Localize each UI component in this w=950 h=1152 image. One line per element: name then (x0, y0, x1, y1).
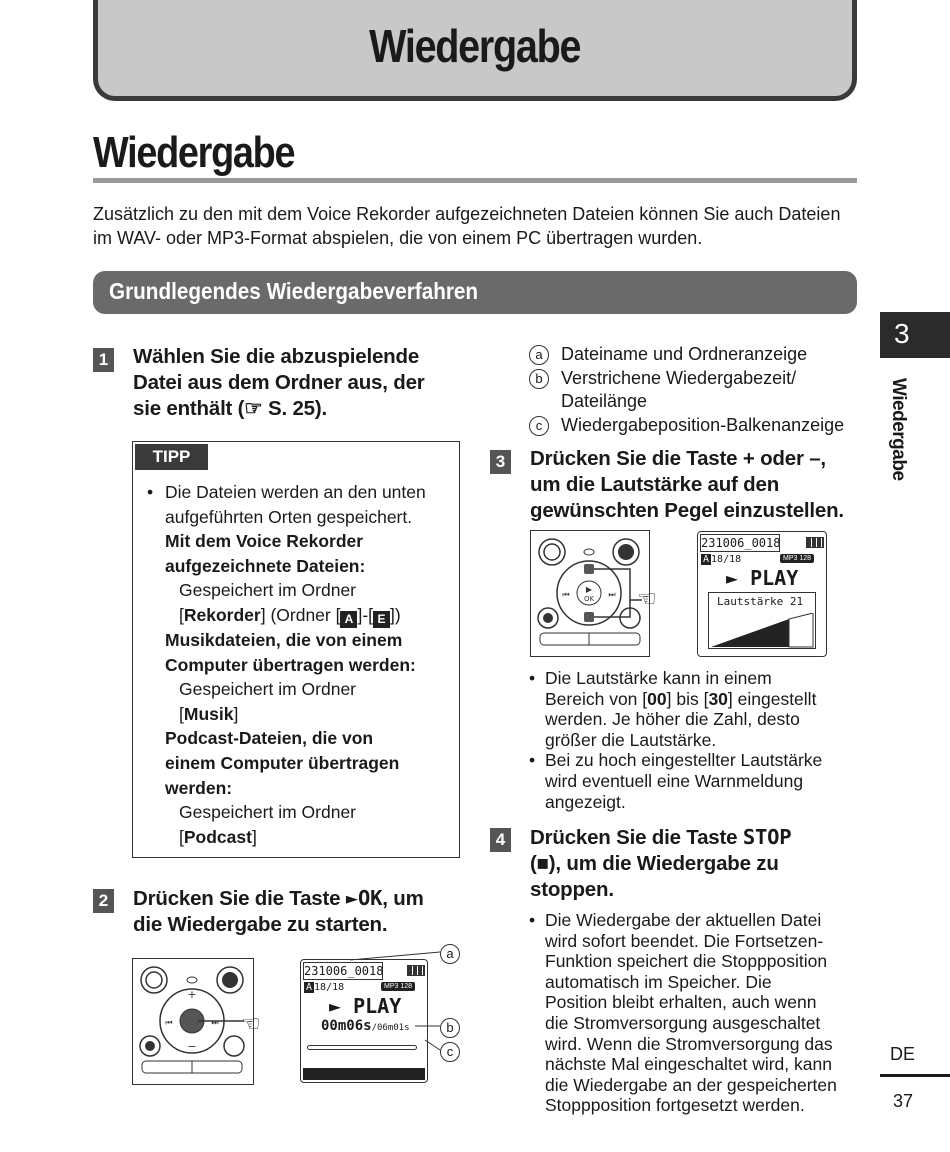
elapsed-time: 00m06s/06m01s (321, 1018, 410, 1034)
file-count: A 18/18 (703, 554, 742, 565)
step-3-notes (529, 668, 859, 812)
language-label: DE (890, 1044, 916, 1064)
play-status: ► PLAY (726, 566, 799, 590)
file-count: A 18/18 (306, 982, 345, 993)
step-text (133, 344, 425, 422)
recorder-buttons-graphic (132, 958, 254, 1085)
list-item: • Die Wiedergabe der aktuellen Datei wird sofort beendet. Die Fortsetzen- Funktion speichert die Stoppposition automatisch im Speicher. Die Position bleibt erhalten, auch wenn die Stromversorgung ausgeschaltet wird. Wenn die Stromversorgung das nächste Mal eingeschaltet wird, kann die Wiedergabe an der gespeicherten Stoppposition fortgesetzt werden. (529, 910, 837, 1116)
step-text: Drücken Sie die Taste STOP (■), um die Wiedergabe zu stoppen. (530, 825, 792, 901)
svg-text:OK: OK (583, 595, 595, 603)
svg-text:⏮: ⏮ (562, 590, 570, 599)
step-text: Drücken Sie die Taste ►OK, um die Wiedergabe zu starten. (133, 886, 424, 936)
callout-b: b (440, 1018, 460, 1038)
tip-detail: Gespeichert im Ordner [Musik] (179, 679, 357, 724)
legend-item: c Wiedergabeposition-Balkenanzeige (529, 414, 844, 438)
legend-item: a Dateiname und Ordneranzeige (529, 343, 844, 367)
svg-text:+: + (187, 988, 197, 1001)
tip-heading: Musikdateien, die von einem Computer übertragen werden: (165, 629, 416, 675)
display-legend (529, 343, 844, 437)
filename-display: 231006_0018 (701, 536, 781, 550)
chapter-tab: 3 (880, 312, 950, 358)
play-status: ► PLAY (329, 994, 402, 1018)
chapter-side-label: Wiedergabe (888, 378, 909, 481)
step-line: sie enthält (☞ S. 25). (133, 397, 327, 420)
filename-display: 231006_0018 (304, 964, 384, 978)
tip-detail: Gespeichert im Ordner [Rekorder] (Ordner [ A ]-[ E ]) (179, 580, 401, 626)
svg-text:⏭: ⏭ (608, 590, 616, 599)
svg-text:−: − (187, 1040, 197, 1053)
list-item: • Die Dateien werden an den unten aufgeführten Orten gespeichert. (147, 480, 457, 529)
volume-popup (708, 592, 816, 649)
status-strip (303, 1068, 425, 1080)
tip-heading: Mit dem Voice Rekorder aufgezeichnete Dateien: (165, 531, 366, 576)
callout-c: c (440, 1042, 460, 1062)
hand-pointer-icon: ☜ (637, 586, 657, 611)
step-1 (93, 344, 473, 424)
step-number: 2 (93, 889, 114, 913)
recorder-illustration (132, 958, 261, 1085)
hand-pointer-icon: ☜ (241, 1011, 261, 1036)
section-title: Wiedergabe (93, 128, 295, 177)
subsection-title: Grundlegendes Wiedergabeverfahren (109, 278, 479, 304)
folder-e-icon: E (373, 611, 390, 628)
tip-box (132, 441, 460, 858)
page-rule (880, 1074, 950, 1077)
step-line: Datei aus dem Ordner aus, der (133, 371, 425, 394)
step-number: 3 (490, 450, 511, 474)
format-badge: MP3 128 (780, 554, 814, 563)
battery-icon (806, 537, 824, 548)
svg-text:▶: ▶ (585, 585, 593, 594)
tip-detail: Gespeichert im Ordner [Podcast] (179, 802, 357, 847)
step-4 (490, 824, 870, 904)
format-badge: MP3 128 (381, 982, 415, 991)
intro-paragraph: Zusätzlich zu den mit dem Voice Rekorder aufgezeichneten Dateien können Sie auch Dateien im WAV- oder MP3-Format abspielen, die von einem PC übertragen wurden. (93, 204, 841, 248)
callout-a: a (440, 944, 460, 964)
tip-label: TIPP (135, 444, 208, 470)
list-item: • Bei zu hoch eingestellter Lautstärke wird eventuell eine Warnmeldung angezeigt. (529, 750, 823, 812)
volume-label: Lautstärke 21 (717, 595, 804, 608)
chapter-title: Wiedergabe (369, 20, 581, 72)
legend-item: b Verstrichene Wiedergabezeit/ Dateilänge (529, 367, 844, 414)
tip-heading: Podcast-Dateien, die von einem Computer übertragen werden: (165, 728, 400, 798)
recorder-illustration (530, 530, 657, 657)
list-item: • Die Lautstärke kann in einem Bereich von [00] bis [30] eingestellt werden. Je höher die Zahl, desto größer die Lautstärke. (529, 668, 817, 750)
recorder-buttons-graphic (530, 530, 650, 657)
step-text: Drücken Sie die Taste + oder –, um die Lautstärke auf den gewünschten Pegel einzustellen. (530, 447, 844, 522)
svg-text:⏭: ⏭ (211, 1018, 219, 1027)
volume-ramp-graphic (709, 613, 815, 649)
step-2 (93, 885, 473, 941)
step-line: Wählen Sie die abzuspielende (133, 345, 420, 368)
svg-text:⏮: ⏮ (165, 1018, 173, 1027)
step-3 (490, 446, 870, 526)
subsection-bar (93, 271, 857, 314)
page-number: 37 (893, 1091, 914, 1111)
tip-body (147, 480, 457, 849)
folder-a-icon: A (340, 611, 357, 628)
step-number: 4 (490, 828, 511, 852)
step-number: 1 (93, 348, 114, 372)
chapter-banner (93, 0, 857, 101)
display-volume (697, 531, 827, 657)
section-rule (93, 178, 857, 183)
step-4-notes (529, 910, 859, 1116)
tip-bullet-text: Die Dateien werden an den unten aufgeführten Orten gespeichert. (165, 482, 426, 527)
